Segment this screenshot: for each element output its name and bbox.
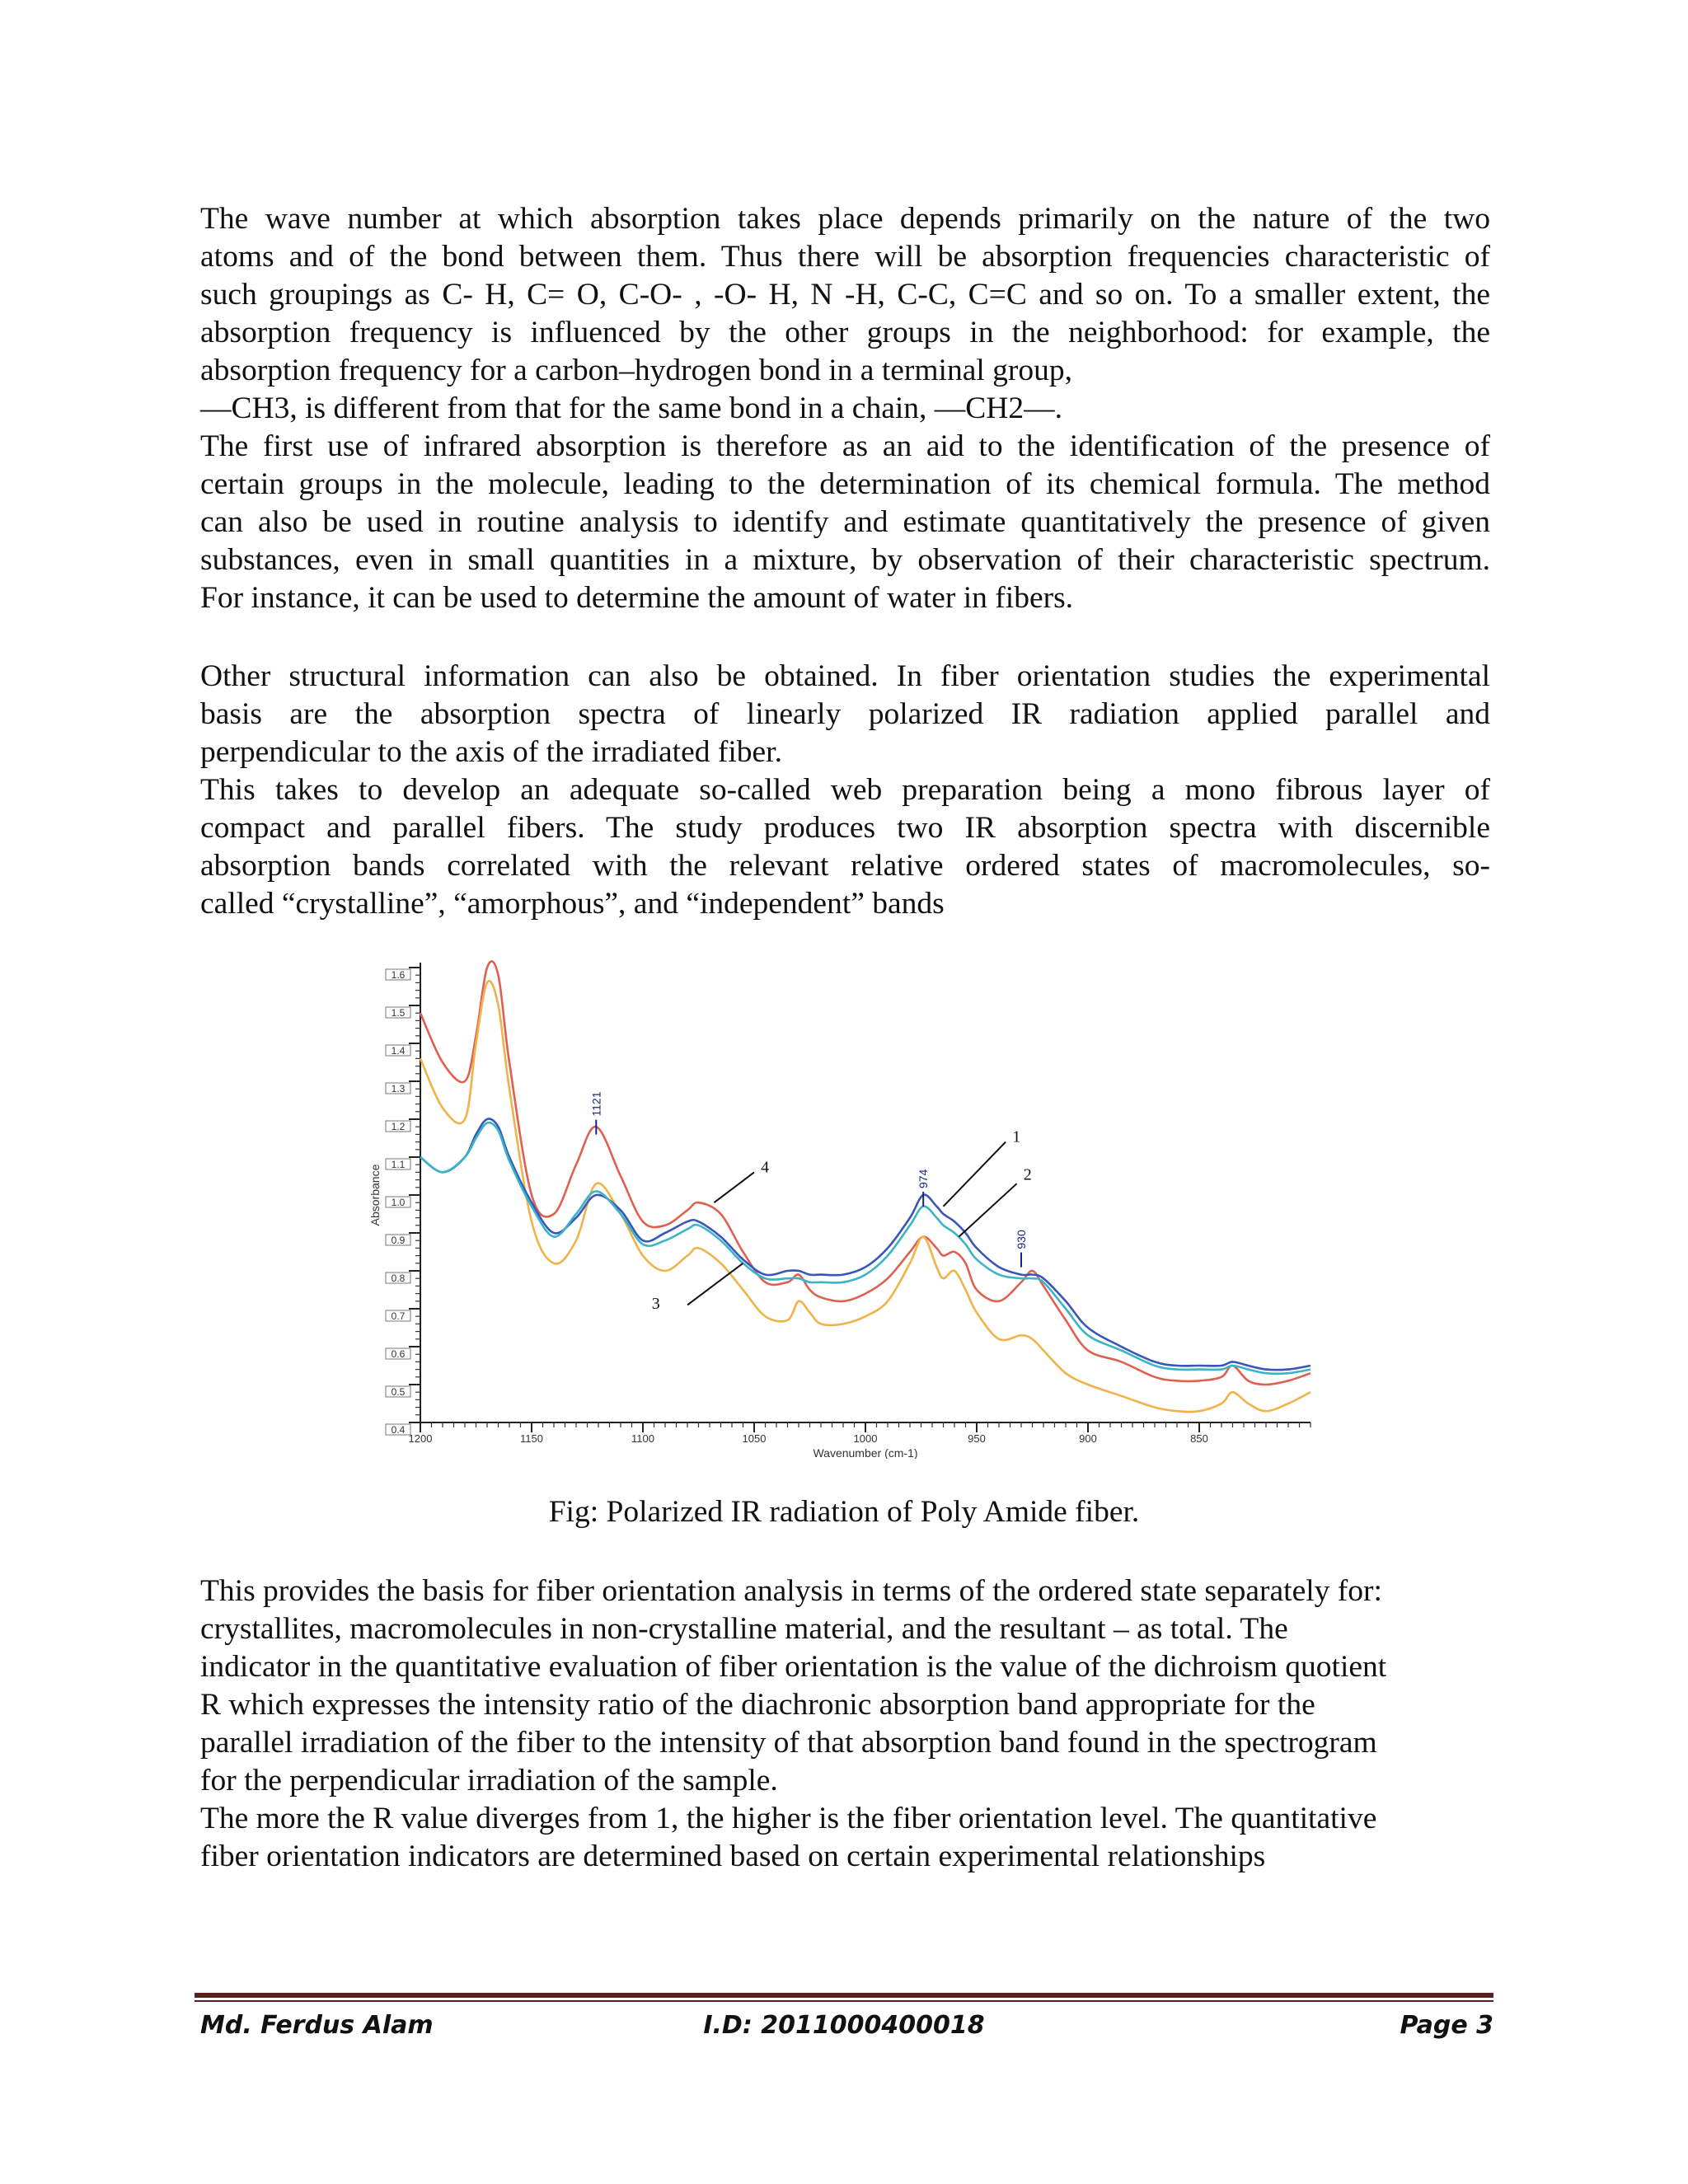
x-tick-label: 900 <box>1079 1432 1097 1445</box>
paragraph-line: The wave number at which absorption takes place depends primarily on the nature of the two <box>200 202 1490 236</box>
peak-label: 974 <box>917 1169 931 1188</box>
x-axis-label: Wavenumber (cm-1) <box>813 1446 918 1459</box>
footer-rule-thin <box>195 2000 1493 2002</box>
paragraph-line: indicator in the quantitative evaluation of fiber orientation is the value of the dichroism quotient <box>200 1650 1387 1684</box>
y-tick-label: 0.9 <box>391 1235 406 1246</box>
x-tick-label: 1150 <box>520 1432 543 1445</box>
paragraph-line: R which expresses the intensity ratio of the diachronic absorption band appropriate for the <box>200 1688 1315 1722</box>
paragraph-line: certain groups in the molecule, leading to the determination of its chemical formula. The method <box>200 467 1490 501</box>
paragraph-ch3-chain <box>200 390 1490 428</box>
paragraph-line: absorption frequency is influenced by the other groups in the neighborhood: for example, the <box>200 316 1490 349</box>
footer-id: I.D: 2011000400018 <box>703 2011 985 2040</box>
peak-label: 930 <box>1015 1230 1028 1249</box>
series-line-blue <box>420 1119 1311 1371</box>
text-block-top <box>200 200 1490 617</box>
y-tick-label: 0.6 <box>391 1348 406 1360</box>
paragraph-line: crystallites, macromolecules in non-crystalline material, and the resultant – as total. The <box>200 1612 1288 1646</box>
paragraph-web-preparation <box>200 771 1490 923</box>
paragraph-line: This takes to develop an adequate so-called web preparation being a mono fibrous layer of <box>200 773 1490 807</box>
y-tick-label: 1.3 <box>391 1083 406 1094</box>
y-tick-label: 0.5 <box>391 1386 406 1398</box>
paragraph-line: absorption frequency for a carbon–hydrogen bond in a terminal group, <box>200 354 1073 387</box>
paragraph-line: parallel irradiation of the fiber to the intensity of that absorption band found in the spectrogram <box>200 1726 1377 1760</box>
paragraph-structural-info <box>200 658 1490 771</box>
x-tick-label: 1000 <box>853 1432 878 1445</box>
paragraph-line: atoms and of the bond between them. Thus there will be absorption frequencies characteristic of <box>200 240 1490 274</box>
paragraph-line: The more the R value diverges from 1, the higher is the fiber orientation level. The quantitative <box>200 1802 1377 1835</box>
paragraph-line: compact and parallel fibers. The study produces two IR absorption spectra with discernible <box>200 811 1490 845</box>
paragraph-line: perpendicular to the axis of the irradiated fiber. <box>200 735 782 769</box>
curve-number-label: 2 <box>1023 1165 1032 1184</box>
y-tick-label: 1.6 <box>391 969 406 981</box>
paragraph-line: basis are the absorption spectra of linearly polarized IR radiation applied parallel and <box>200 697 1490 731</box>
figure-caption: Fig: Polarized IR radiation of Poly Amide fiber. <box>548 1495 1140 1529</box>
curve-leader-line <box>687 1263 743 1305</box>
curve-leader-line <box>944 1142 1006 1207</box>
y-tick-label: 1.0 <box>391 1197 406 1208</box>
curve-number-label: 1 <box>1012 1127 1021 1146</box>
y-tick-label: 1.5 <box>391 1007 406 1019</box>
text-block-bottom <box>200 1572 1490 1876</box>
y-tick-label: 1.2 <box>391 1121 406 1132</box>
paragraph-r-value <box>200 1800 1490 1876</box>
x-tick-label: 950 <box>968 1432 986 1445</box>
ir-spectrum-figure <box>363 956 1335 1459</box>
paragraph-line: This provides the basis for fiber orientation analysis in terms of the ordered state separately for: <box>200 1574 1382 1608</box>
x-tick-label: 1100 <box>631 1432 654 1445</box>
ir-spectrum-chart <box>363 956 1335 1459</box>
series-line-teal <box>420 1122 1311 1374</box>
paragraph-orientation-basis <box>200 1572 1490 1800</box>
footer-rule-thick <box>195 1993 1493 1998</box>
footer-page-number: Page 3 <box>1400 2011 1493 2040</box>
series-line-red <box>420 961 1311 1385</box>
paragraph-line: The first use of infrared absorption is therefore as an aid to the identification of the presence of <box>200 429 1490 463</box>
x-tick-label: 850 <box>1190 1432 1208 1445</box>
curve-number-label: 3 <box>651 1295 660 1313</box>
paragraph-line: can also be used in routine analysis to identify and estimate quantitatively the presence of given <box>200 505 1490 539</box>
y-tick-label: 0.7 <box>391 1310 406 1322</box>
series-line-orange <box>420 981 1311 1412</box>
curve-leader-line <box>714 1172 754 1202</box>
text-block-middle <box>200 658 1490 923</box>
paragraph-first-use <box>200 428 1490 617</box>
paragraph-line: absorption bands correlated with the relevant relative ordered states of macromolecules, so- <box>200 849 1490 883</box>
y-tick-label: 0.4 <box>391 1424 406 1436</box>
paragraph-line: substances, even in small quantities in a mixture, by observation of their characteristic spectrum. <box>200 543 1490 577</box>
peak-label: 1121 <box>589 1091 603 1117</box>
paragraph-line: called “crystalline”, “amorphous”, and “independent” bands <box>200 887 945 921</box>
paragraph-line: Other structural information can also be obtained. In fiber orientation studies the experimental <box>200 659 1490 693</box>
footer-author: Md. Ferdus Alam <box>200 2011 434 2040</box>
y-tick-label: 0.8 <box>391 1272 406 1284</box>
paragraph-line: such groupings as C- H, C= O, C-O- , -O- H, N -H, C-C, C=C and so on. To a smaller extent, the <box>200 278 1490 312</box>
paragraph-line: —CH3, is different from that for the same bond in a chain, —CH2—. <box>200 391 1062 425</box>
paragraph-line: for the perpendicular irradiation of the sample. <box>200 1764 778 1797</box>
curve-leader-line <box>959 1183 1016 1236</box>
paragraph-absorption-frequency <box>200 200 1490 390</box>
chart-svg <box>363 956 1335 1459</box>
y-tick-label: 1.4 <box>391 1045 406 1057</box>
paragraph-line: For instance, it can be used to determine the amount of water in fibers. <box>200 581 1074 615</box>
curve-number-label: 4 <box>761 1158 770 1177</box>
x-tick-label: 1050 <box>742 1432 767 1445</box>
paragraph-line: fiber orientation indicators are determined based on certain experimental relationships <box>200 1840 1266 1873</box>
x-tick-label: 1200 <box>408 1432 433 1445</box>
y-tick-label: 1.1 <box>391 1159 406 1170</box>
y-axis-label: Absorbance <box>368 1164 382 1226</box>
